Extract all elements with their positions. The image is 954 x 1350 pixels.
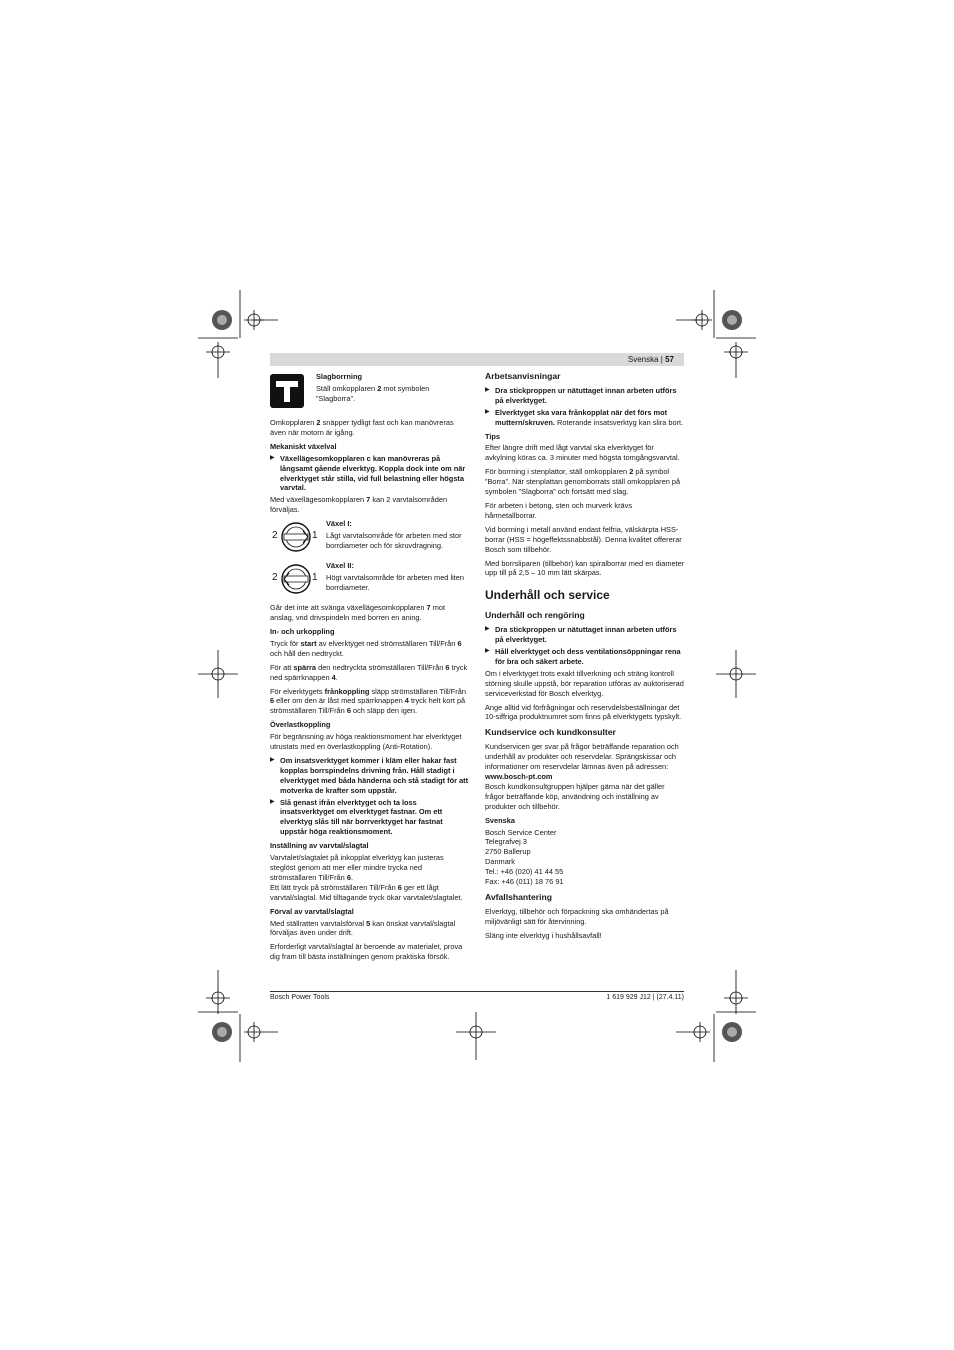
paragraph-gear-stuck: Går det inte att svänga växellägesomkopplaren 7 mot anslag, vrid drivspindeln med borren en aning. — [270, 603, 446, 623]
paragraph-lock: För att spärra den nedtryckta strömställaren Till/Från 6 tryck ned spärrknappen 4. — [270, 662, 468, 682]
tip-tiles: För borrning i stenplattor, ställ omkopplaren 2 på symbol ”Borra”. När stenplattan genomborrats ställ omkopplaren på symbolen ”Slagborra” och fortsätt med slag. — [485, 467, 681, 497]
paragraph-switch-note: Omkopplaren 2 snäpper tydligt fast och kan manövreras även när motorn är igång. — [270, 418, 454, 437]
tip-cooling: Efter längre drift med lågt varvtal ska elverktyget för avkylning köras ca. 3 minuter med högsta tomgångsvarvtal. — [485, 443, 680, 463]
address-line-4: Danmark — [485, 857, 515, 867]
header-separator: | — [660, 355, 663, 364]
heading-forval-varvtal: Förval av varvtal/slagtal — [270, 906, 354, 916]
heading-overlastkoppling: Överlastkoppling — [270, 720, 331, 730]
warning-unplug-maintenance: ▶ Dra stickproppen ur nätuttaget innan arbeten utförs på elverktyget. — [485, 625, 685, 645]
footer-doc-number: 1 619 929 J12 | (27.4.11) — [606, 994, 684, 1001]
warning-keep-clean: ▶ Håll elverktyget och dess ventilationsöppningar rena för bra och säkert arbete. — [485, 647, 685, 667]
slagborrning-block — [270, 372, 470, 408]
warning-switch-off-stuck: ▶ Slå genast ifrån elverktyget och ta loss insatsverktyget om elverktyget fastnar. Om ett elverktyg slås till när borrverktyget har fastnat uppstår höga reaktionsmoment. — [270, 798, 470, 838]
paragraph-product-number: Ange alltid vid förfrågningar och reservdelsbeställningar det 10-siffriga produktnumret som finns på elverktygets typskylt. — [485, 702, 682, 722]
heading-kundservice: Kundservice och kundkonsulter — [485, 727, 616, 738]
hammer-drill-symbol-icon — [270, 374, 304, 408]
gear-dial-1-icon — [281, 521, 311, 553]
gear-dial-2-icon — [281, 563, 311, 595]
address-line-2: Telegrafvej 3 — [485, 837, 527, 847]
page-header-label — [628, 353, 674, 366]
footer-divider — [270, 991, 684, 992]
heading-vaxel-2: Växel II: — [326, 561, 354, 571]
heading-underhall-service: Underhåll och service — [485, 588, 610, 603]
gear-2-text: Högt varvtalsområde för arbeten med liten borrdiameter. — [326, 573, 465, 592]
heading-avfallshantering: Avfallshantering — [485, 891, 553, 902]
paragraph-start: Tryck för start av elverktyget ned strömställaren Till/Från 6 och håll den nedtryckt. — [270, 638, 462, 658]
paragraph-gear-preselect: Med växellägesomkopplaren 7 kan 2 varvtalsområden förväljas. — [270, 495, 448, 515]
page-header — [270, 353, 684, 366]
paragraph-repair: Om i elverktyget trots exakt tillverkning och sträng kontroll störning skulle uppstå, bör reparation utföras av auktoriserad serviceverkstad för Bosch elverktyg. — [485, 668, 684, 698]
heading-underhall-rengoring: Underhåll och rengöring — [485, 610, 585, 621]
gear-2-block — [270, 561, 470, 597]
registration-mark-bottom-right-icon — [676, 970, 756, 1062]
heading-mekaniskt-vaxelval: Mekaniskt växelval — [270, 441, 337, 451]
header-language: Svenska — [627, 355, 659, 364]
heading-arbetsanvisningar: Arbetsanvisningar — [485, 371, 561, 381]
gear-1-text: Lågt varvtalsområde för arbeten med stor borrdiameter och för skruvdragning. — [326, 531, 462, 550]
warning-jam: ▶ Om insatsverktyget kommer i kläm eller hakar fast kopplas borrspindelns drivning från. Håll stadigt i elverktyget med båda händerna och stå stadigt för att motverka de krafter som uppstår. — [270, 756, 470, 796]
paragraph-preselect-wheel: Med ställratten varvtalsförval 5 kan önskat varvtal/slagtal förväljas även under drift. — [270, 918, 456, 938]
paragraph-speed-adjust: Varvtalet/slagtalet på inkopplat elverktyg kan justeras steglöst genom att mer eller mindre trycka ned strömställaren Till/Från 6. — [270, 853, 444, 882]
page-number: 57 — [665, 355, 674, 364]
registration-mark-top-left-icon — [198, 290, 278, 380]
warning-nut-screw: ▶ Elverktyget ska vara frånkopplat när det förs mot muttern/skruven. Roterande insatsverktyg kan slira bort. — [485, 408, 685, 428]
heading-installning-varvtal: Inställning av varvtal/slagtal — [270, 841, 369, 851]
fax-number: Fax: +46 (011) 18 76 91 — [485, 877, 564, 887]
tip-metal: Vid borrning i metall använd endast felfria, välskärpta HSS-borrar (HSS = högeffektssnabbstål). Denna kvalitet offererar Bosch som tillbehör. — [485, 524, 682, 554]
tip-concrete: För arbeten i betong, sten och murverk krävs hårmetallborrar. — [485, 500, 633, 520]
bosch-url-link[interactable]: www.bosch-pt.com — [485, 772, 553, 781]
paragraph-recycling: Elverktyg, tillbehör och förpackning ska omhändertas på miljövänligt sätt för återvinning. — [485, 906, 669, 926]
paragraph-consultants: Bosch kundkonsultgruppen hjälper gärna när det gäller frågor beträffande köp, användning och inställning av produkter och tillbehör. — [485, 781, 665, 811]
phone-number: Tel.: +46 (020) 41 44 55 — [485, 867, 564, 877]
heading-in-urkoppling: In- och urkoppling — [270, 626, 335, 636]
registration-mark-mid-right-icon — [716, 650, 756, 700]
gear-2-figure: 2 1 — [270, 561, 324, 597]
gear-1-figure: 2 1 — [270, 519, 324, 555]
address-line-1: Bosch Service Center — [485, 827, 557, 837]
paragraph-light-press: Ett lätt tryck på strömställaren Till/Från 6 ger ett lågt varvtal/slagtal. Mid tilltagande tryck ökar varvtalet/slagtalet. — [270, 882, 463, 902]
registration-mark-bottom-center-icon — [456, 1012, 496, 1062]
tip-sharpener: Med borrsliparen (tillbehör) kan spiralborrar med en diameter upp till på 2,5 – 10 mm lätt skärpas. — [485, 558, 685, 578]
heading-svenska: Svenska — [485, 815, 515, 825]
heading-vaxel-1: Växel I: — [326, 519, 352, 529]
address-line-3: 2750 Ballerup — [485, 847, 531, 857]
registration-mark-mid-left-icon — [198, 650, 238, 700]
paragraph-overload: För begränsning av höga reaktionsmoment har elverktyget utrustats med en överlastkoppling (Anti-Rotation). — [270, 732, 462, 752]
paragraph-customer-service: Kundservicen ger svar på frågor beträffande reparation och underhåll av produkter och reservdelar. Sprängskissar och informationer om reservdelar lämnas även på adressen: — [485, 742, 679, 772]
registration-mark-top-right-icon — [676, 290, 756, 380]
slagborrning-text: Ställ omkopplaren 2 mot symbolen ”Slagborra”. — [316, 383, 430, 403]
warning-unplug: ▶ Dra stickproppen ur nätuttaget innan arbeten utförs på elverktyget. — [485, 386, 685, 406]
heading-tips: Tips — [485, 431, 501, 441]
warning-gear-switch: ▶ Växellägesomkopplaren c kan manövreras på långsamt gående elverktyg. Koppla dock inte om när elverktyget står stilla, vid full belastning eller högsta varvtal. — [270, 454, 470, 494]
paragraph-switch-off: För elverktygets frånkoppling släpp strömställaren Till/Från 6 eller om den är låst med spärrknappen 4 tryck helt kort på strömställaren Till/Från 6 och släpp den igen. — [270, 686, 466, 716]
footer-brand: Bosch Power Tools — [270, 994, 330, 1001]
paragraph-required-speed: Erforderligt varvtal/slagtal är beroende av materialet, prova dig fram till bästa inställningen genom praktiska försök. — [270, 942, 463, 962]
paragraph-no-household-waste: Släng inte elverktyg i hushållsavfall! — [485, 930, 602, 940]
heading-slagborrning: Slagborrning — [316, 372, 362, 381]
registration-mark-bottom-left-icon — [198, 970, 278, 1062]
left-column — [270, 372, 470, 966]
gear-1-block — [270, 519, 470, 555]
right-column — [485, 372, 685, 945]
